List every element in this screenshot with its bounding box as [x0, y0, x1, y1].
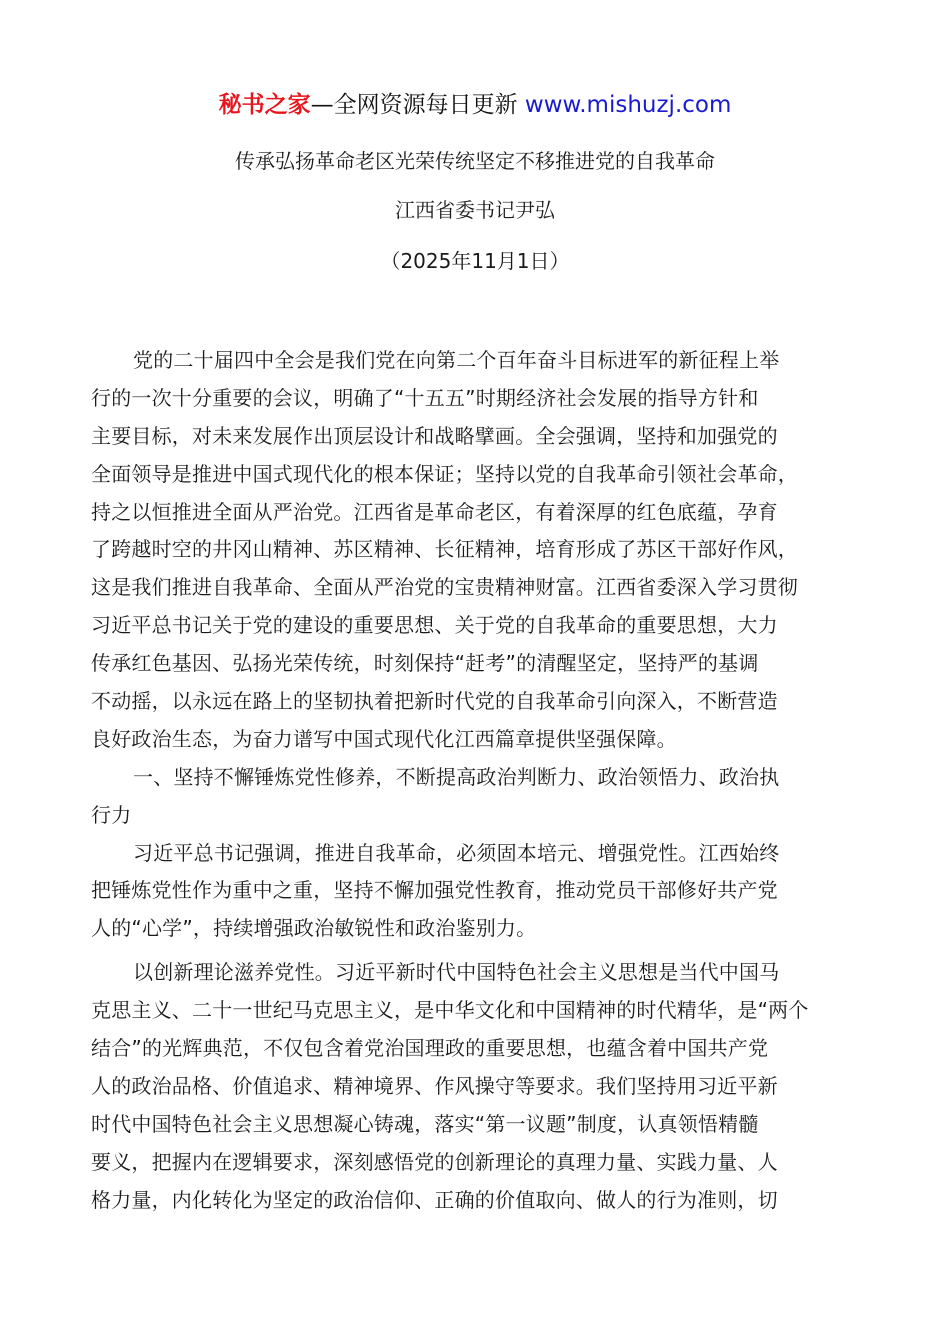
text-line: 时代中国特色社会主义思想凝心铸魂，落实“第一议题”制度，认真领悟精髓 [91, 1111, 759, 1136]
text-line: 习近平总书记关于党的建设的重要思想、关于党的自我革命的重要思想，大力 [91, 613, 778, 638]
paragraph-3 [91, 954, 881, 1219]
document-author: 江西省委书记尹弘 [395, 198, 555, 222]
text-line: 党的二十届四中全会是我们党在向第二个百年奋斗目标进军的新征程上举 [133, 348, 780, 372]
text-line: 全面领导是推进中国式现代化的根本保证；坚持以党的自我革命引领社会革命， [91, 461, 798, 486]
text-line: 以创新理论滋养党性。习近平新时代中国特色社会主义思想是当代中国马 [133, 960, 780, 985]
document-body [91, 342, 881, 1219]
text-line: 习近平总书记强调，推进自我革命，必须固本培元、增强党性。江西始终 [133, 840, 780, 865]
text-line: 了跨越时空的井冈山精神、苏区精神、长征精神，培育形成了苏区干部好作风， [91, 537, 798, 562]
heading-line: 一、坚持不懈锤炼党性修养，不断提高政治判断力、政治领悟力、政治执 [133, 764, 780, 789]
text-line: 克思主义、二十一世纪马克思主义，是中华文化和中国精神的时代精华，是“两个 [91, 998, 809, 1023]
paragraph-2 [91, 835, 881, 949]
text-line: 不动摇，以永远在路上的坚韧执着把新时代党的自我革命引向深入，不断营造 [91, 689, 778, 714]
brand-name: 秘书之家 [218, 92, 311, 118]
text-line: 结合”的光辉典范，不仅包含着党治国理政的重要思想，也蕴含着中国共产党 [91, 1036, 769, 1061]
document-date: （2025年11月1日） [380, 249, 570, 273]
text-line: 良好政治生态，为奋力谱写中国式现代化江西篇章提供坚强保障。 [91, 726, 677, 751]
heading-line: 行力 [91, 802, 132, 827]
paragraph-1 [91, 342, 881, 759]
text-line: 持之以恒推进全面从严治党。江西省是革命老区，有着深厚的红色底蕴，孕育 [91, 499, 778, 524]
text-line: 这是我们推进自我革命、全面从严治党的宝贵精神财富。江西省委深入学习贯彻 [91, 575, 798, 600]
text-line: 行的一次十分重要的会议，明确了“十五五”时期经济社会发展的指导方针和 [91, 385, 759, 410]
text-line: 要义，把握内在逻辑要求，深刻感悟党的创新理论的真理力量、实践力量、人 [91, 1149, 778, 1174]
section-1-heading [91, 759, 881, 835]
text-line: 把锤炼党性作为重中之重，坚持不懈加强党性教育，推动党员干部修好共产党 [91, 878, 778, 903]
text-line: 格力量，内化转化为坚定的政治信仰、正确的价值取向、做人的行为准则，切 [91, 1187, 778, 1212]
document-title: 传承弘扬革命老区光荣传统坚定不移推进党的自我革命 [235, 149, 715, 173]
text-line: 人的政治品格、价值追求、精神境界、作风操守等要求。我们坚持用习近平新 [91, 1073, 778, 1098]
text-line: 传承红色基因、弘扬光荣传统，时刻保持“赶考”的清醒坚定，坚持严的基调 [91, 651, 759, 676]
site-banner [0, 88, 950, 122]
text-line: 人的“心学”，持续增强政治敏锐性和政治鉴别力。 [91, 916, 537, 941]
text-line: 主要目标，对未来发展作出顶层设计和战略擘画。全会强调，坚持和加强党的 [91, 423, 778, 448]
banner-slogan: —全网资源每日更新 [310, 92, 525, 118]
site-url-link[interactable]: www.mishuzj.com [524, 92, 732, 118]
